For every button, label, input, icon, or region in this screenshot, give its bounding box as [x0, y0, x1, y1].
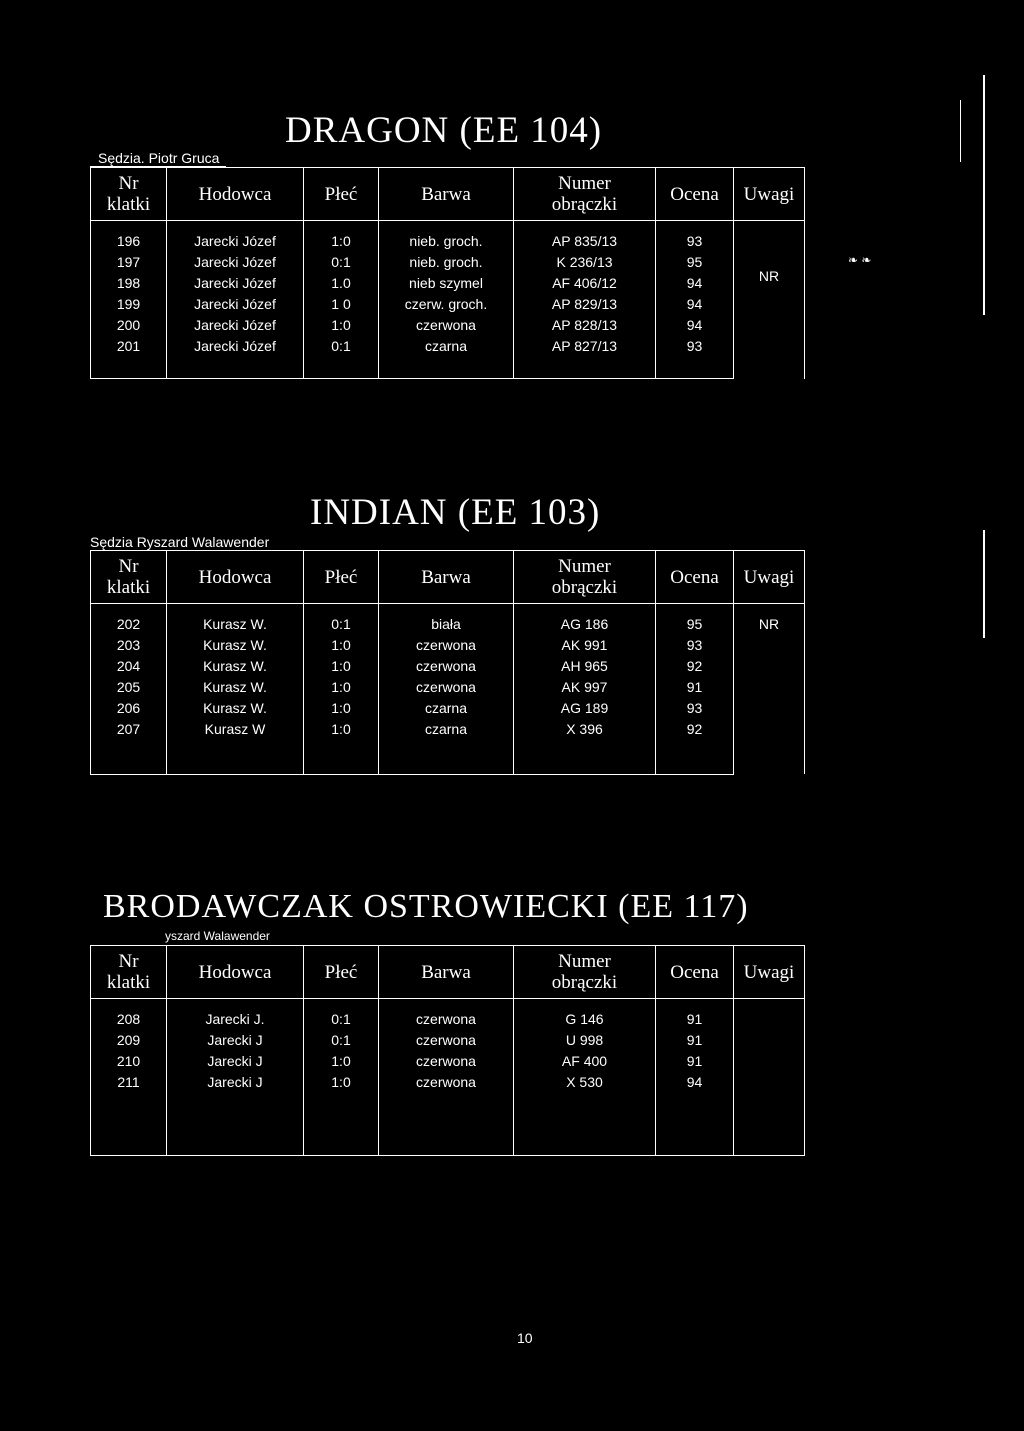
- judge-label: yszard Walawender: [165, 929, 270, 943]
- table-row: 200 Jarecki Józef 1:0 czerwona AP 828/13 94: [91, 315, 805, 336]
- entries-table: [90, 945, 805, 1156]
- entries-table: [90, 167, 805, 379]
- table-header-row: [91, 168, 805, 221]
- remarks-cell: [734, 614, 805, 774]
- header-numer: Numer obrączki: [514, 946, 656, 999]
- table-row: 210 Jarecki J 1:0 czerwona AF 400 91: [91, 1051, 805, 1072]
- table-row: 207 Kurasz W 1:0 czarna X 396 92: [91, 719, 805, 740]
- header-nr: Nr klatki: [91, 168, 167, 221]
- section-title: DRAGON (EE 104): [285, 110, 603, 151]
- header-ocena: Ocena: [656, 551, 734, 604]
- table-row: 197 Jarecki Józef 0:1 nieb. groch. K 236/13 95: [91, 252, 805, 273]
- header-nr: Nr klatki: [91, 946, 167, 999]
- section-title: INDIAN (EE 103): [310, 492, 601, 533]
- header-barwa: Barwa: [379, 551, 514, 604]
- remarks-cell: [734, 231, 805, 379]
- judge-label: Sędzia Ryszard Walawender: [90, 534, 270, 550]
- table-row: 198 Jarecki Józef 1.0 nieb szymel AF 406/12 94: [91, 273, 805, 294]
- scan-edge-line: [960, 100, 961, 162]
- header-ocena: Ocena: [656, 168, 734, 221]
- table-row: 211 Jarecki J 1:0 czerwona X 530 94: [91, 1072, 805, 1093]
- header-plec: Płeć: [304, 946, 379, 999]
- entries-table: [90, 550, 805, 775]
- header-numer: Numer obrączki: [514, 551, 656, 604]
- table-row: 203 Kurasz W. 1:0 czerwona AK 991 93: [91, 635, 805, 656]
- header-hodowca: Hodowca: [167, 946, 304, 999]
- table-row: 208 Jarecki J. 0:1 czerwona G 146 91: [91, 1009, 805, 1030]
- table-row: 205 Kurasz W. 1:0 czerwona AK 997 91: [91, 677, 805, 698]
- header-plec: Płeć: [304, 551, 379, 604]
- header-barwa: Barwa: [379, 946, 514, 999]
- remark-nr: NR: [758, 268, 780, 284]
- table-row: 196 Jarecki Józef 1:0 nieb. groch. AP 835/13 93 NR: [91, 231, 805, 252]
- header-barwa: Barwa: [379, 168, 514, 221]
- header-uwagi: Uwagi: [734, 946, 805, 999]
- header-plec: Płeć: [304, 168, 379, 221]
- header-hodowca: Hodowca: [167, 168, 304, 221]
- header-ocena: Ocena: [656, 946, 734, 999]
- table-header-row: [91, 551, 805, 604]
- page-number: 10: [517, 1330, 533, 1346]
- table-row: 204 Kurasz W. 1:0 czerwona AH 965 92: [91, 656, 805, 677]
- judge-label: Sędzia. Piotr Gruca: [98, 150, 220, 166]
- remarks-cell: [734, 1009, 805, 1155]
- header-numer: Numer obrączki: [514, 168, 656, 221]
- header-uwagi: Uwagi: [734, 168, 805, 221]
- scan-edge-line: [983, 75, 985, 315]
- table-row: 202 Kurasz W. 0:1 biała AG 186 95 NR: [91, 614, 805, 635]
- section-title: BRODAWCZAK OSTROWIECKI (EE 117): [103, 888, 749, 925]
- table-row: 206 Kurasz W. 1:0 czarna AG 189 93: [91, 698, 805, 719]
- table-row: 209 Jarecki J 0:1 czerwona U 998 91: [91, 1030, 805, 1051]
- remark-nr: NR: [758, 616, 780, 632]
- header-hodowca: Hodowca: [167, 551, 304, 604]
- header-nr: Nr klatki: [91, 551, 167, 604]
- table-header-row: [91, 946, 805, 999]
- header-uwagi: Uwagi: [734, 551, 805, 604]
- ornament-icon: ❧ ❧: [848, 253, 872, 267]
- table-row: 201 Jarecki Józef 0:1 czarna AP 827/13 93: [91, 336, 805, 357]
- scan-edge-line: [983, 530, 985, 638]
- table-row: 199 Jarecki Józef 1 0 czerw. groch. AP 829/13 94: [91, 294, 805, 315]
